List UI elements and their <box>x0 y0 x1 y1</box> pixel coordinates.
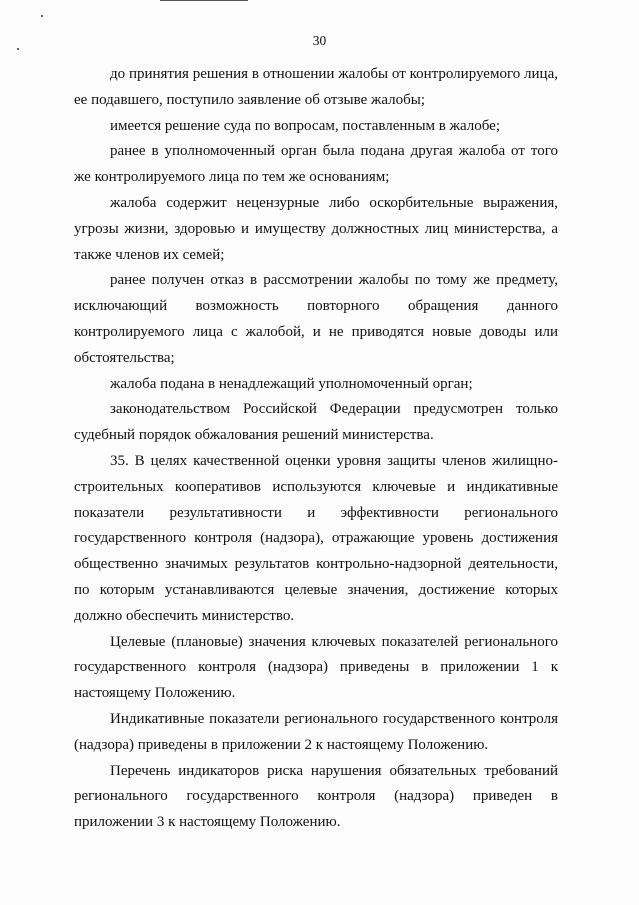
paragraph-key-indicators: Целевые (плановые) значения ключевых показателей регионального государственного контроля (надзора) приведены в приложении 1 к настоящему Положению. <box>74 633 558 702</box>
paragraph-court-decision: имеется решение суда по вопросам, поставленным в жалобе; <box>110 117 500 134</box>
paragraph-duplicate-complaint: ранее в уполномоченный орган была подана другая жалоба от того же контролируемого лица по тем же основаниям; <box>74 143 558 186</box>
top-edge-rule <box>160 0 248 1</box>
paragraph-offensive-language: жалоба содержит нецензурные либо оскорбительные выражения, угрозы жизни, здоровью и имуществу должностных лиц министерства, а также членов их семей; <box>74 194 558 263</box>
page-number: 30 <box>312 33 327 48</box>
document-body <box>74 62 558 836</box>
paragraph-prior-refusal: ранее получен отказ в рассмотрении жалобы по тому же предмету, исключающий возможность повторного обращения данного контролируемого лица с жалобой, и не приводятся новые доводы или обстоятельства; <box>74 272 558 366</box>
paragraph-wrong-authority: жалоба подана в ненадлежащий уполномоченный орган; <box>110 375 473 392</box>
scan-speck <box>41 15 43 17</box>
paragraph-withdrawal: до принятия решения в отношении жалобы от контролируемого лица, ее подавшего, поступило заявление об отзыве жалобы; <box>74 66 558 108</box>
paragraph-section-35: 35. В целях качественной оценки уровня защиты членов жилищно-строительных кооперативов используются ключевые и индикативные показатели результативности и эффективности регионального государственного контроля (надзора), отражающие уровень достижения общественно значимых результатов контрольно-надзорной деятельности, по которым устанавливаются целевые значения, достижение которых должно обеспечить министерство. <box>74 452 558 624</box>
paragraph-judicial-only: законодательством Российской Федерации предусмотрен только судебный порядок обжалования решений министерства. <box>74 401 558 444</box>
paragraph-risk-indicators: Перечень индикаторов риска нарушения обязательных требований регионального государственного контроля (надзора) приведен в приложении 3 к настоящему Положению. <box>74 762 558 831</box>
paragraph-indicative-indicators: Индикативные показатели регионального государственного контроля (надзора) приведены в приложении 2 к настоящему Положению. <box>74 710 558 753</box>
